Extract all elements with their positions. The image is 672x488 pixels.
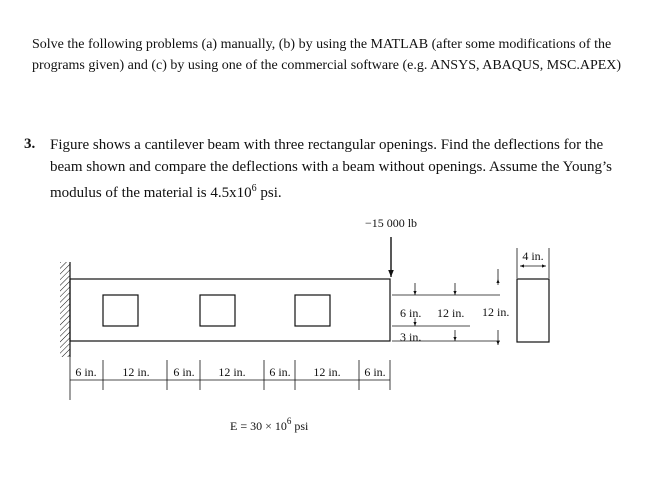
bottom-dim-1: 6 in. [75,365,97,379]
bottom-dim-2: 12 in. [122,365,150,379]
bottom-dim-4: 12 in. [218,365,246,379]
section-width-label: 4 in. [522,249,544,263]
dim-12in-section: 12 in. [482,305,510,319]
opening-2 [200,295,235,326]
bottom-dim-3: 6 in. [173,365,195,379]
dim-3in: 3 in. [400,330,422,344]
opening-3 [295,295,330,326]
beam-outline [70,279,390,341]
bottom-dim-6: 12 in. [313,365,341,379]
problem-number: 3. [24,136,36,152]
load-label: −15 000 lb [364,216,418,230]
problem-text: Figure shows a cantilever beam with three rectangular openings. Find the deflections for the beam shown and compare the deflections with a beam without openings. Assume the Young’s modulus of the material is 4.5x10 [50,137,612,201]
dim-6in-top: 6 in. [400,306,422,320]
wall-support [60,262,70,357]
bottom-dim-5: 6 in. [269,365,291,379]
opening-1 [103,295,138,326]
problem-exponent: 6 [251,183,257,194]
intro-paragraph: Solve the following problems (a) manually, (b) by using the MATLAB (after some modifications of the programs given) and (c) by using one of the commercial software (e.g. ANSYS, ABAQUS, MSC.APEX) [32,37,622,73]
dim-12in-opening: 12 in. [437,306,465,320]
modulus-label: $E = 30 \times 10^6$ psi [230,416,309,433]
bottom-dim-7: 6 in. [364,365,386,379]
problem-text-end: psi. [256,185,282,201]
cross-section [517,279,549,342]
